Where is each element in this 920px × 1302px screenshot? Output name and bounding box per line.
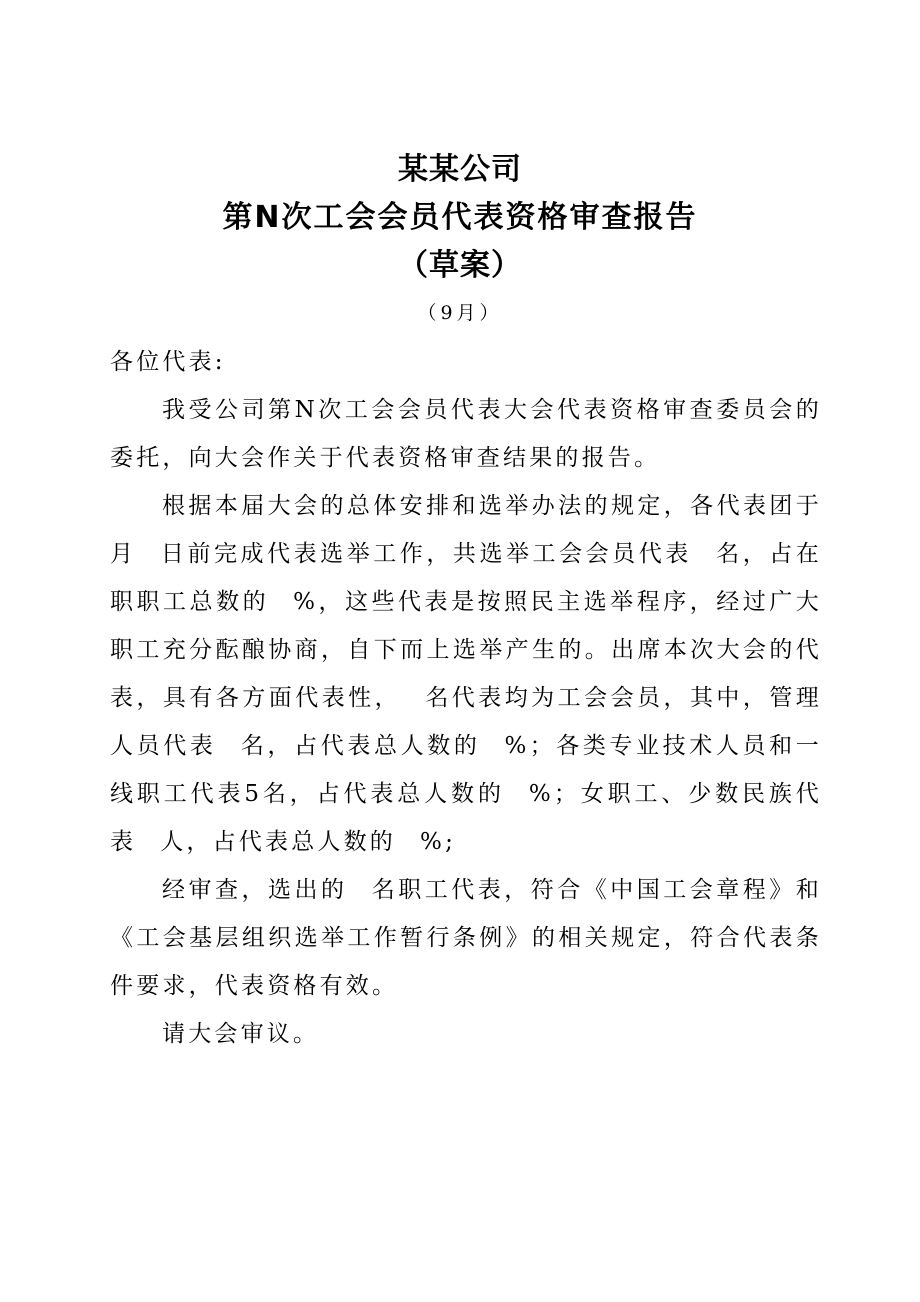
p2-text-a: 根据本届大会的总体安排和选举办法的规定，各代表团于 <box>162 493 822 519</box>
p2-text-k: %; <box>420 829 457 855</box>
p3-text-a: 经审查，选出的 <box>162 877 348 903</box>
p3-text-b: 名职工代表，符合《中国工会章程》和《工会基层组织选举工作暂行条例》的相关规定，符合代表条件要求，代表资格有效。 <box>110 877 822 999</box>
paragraph-commission: 我受公司第N次工会会员代表大会代表资格审查委员会的委托，向大会作关于代表资格审查结果的报告。 <box>110 397 822 471</box>
salutation: 各位代表: <box>110 349 226 375</box>
p2-text-f: 名代表均为工会会员，其中，管理人员代表 <box>110 685 822 759</box>
paragraph-review-result <box>110 866 822 1010</box>
p2-text-h: %；各类专业技术人员和一线职工代表5名，占代表总人数的 <box>110 733 822 807</box>
closing-request: 请大会审议。 <box>162 1021 320 1047</box>
p2-text-e: %，这些代表是按照民主选举程序，经过广大职工充分酝酿协商，自下而上选举产生的。出席本次大会的代表，具有各方面代表性， <box>110 589 822 711</box>
report-title: 第N次工会会员代表资格审查报告 <box>222 200 698 235</box>
p2-text-j: 人，占代表总人数的 <box>160 829 397 855</box>
p2-text-d: 名，占在职职工总数的 <box>110 541 822 615</box>
p2-text-c: 日前完成代表选举工作，共选举工会会员代表 <box>160 541 692 567</box>
p2-text-i: %；女职工、少数民族代表 <box>110 781 822 855</box>
p2-text-month: 月 <box>110 541 137 567</box>
draft-label: （草案） <box>398 248 522 283</box>
p2-text-g: 名，占代表总人数的 <box>240 733 481 759</box>
report-date: （9月） <box>417 302 503 324</box>
company-name: 某某公司 <box>398 152 522 187</box>
report-body <box>110 338 822 1058</box>
paragraph-election-results <box>110 482 822 866</box>
